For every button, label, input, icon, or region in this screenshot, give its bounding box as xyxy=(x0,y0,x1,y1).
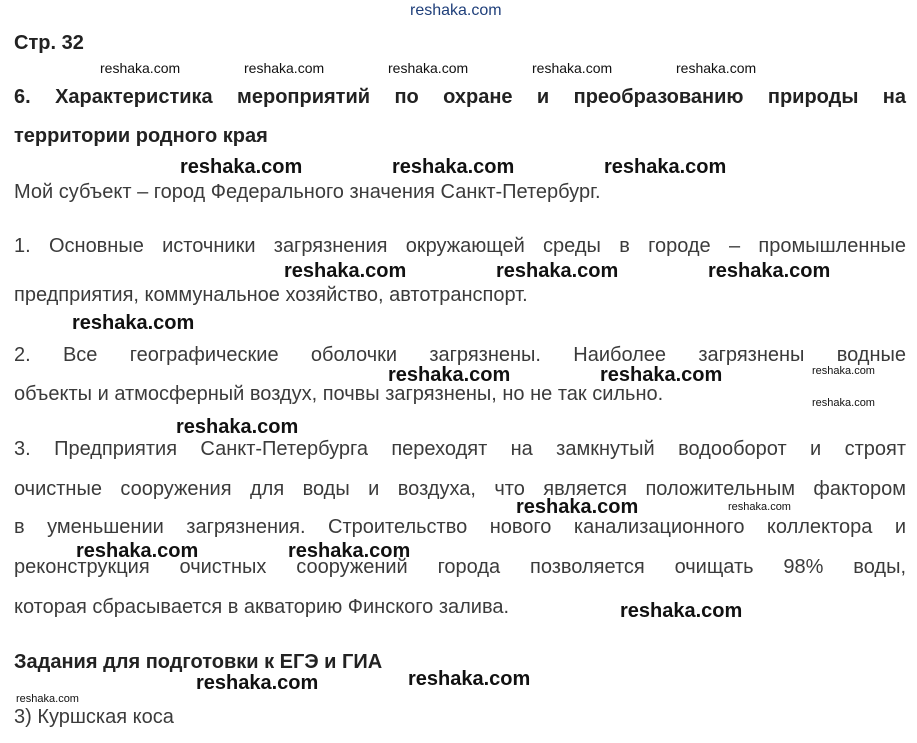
watermark-text: reshaka.com xyxy=(708,260,831,282)
item1-line1: 1. Основные источники загрязнения окружающей среды в городе – промышленные xyxy=(14,235,906,257)
watermark-text: reshaka.com xyxy=(604,156,727,178)
section-title-line1: 6. Характеристика мероприятий по охране и преобразованию природы на xyxy=(14,86,906,108)
watermark-text: reshaka.com xyxy=(176,416,299,438)
watermark-text: reshaka.com xyxy=(244,60,325,76)
item1-line2: предприятия, коммунальное хозяйство, автотранспорт. xyxy=(14,284,528,306)
watermark-text: reshaka.com xyxy=(388,364,511,386)
watermark-text: reshaka.com xyxy=(284,260,407,282)
watermark-text: reshaka.com xyxy=(392,156,515,178)
watermark-text: reshaka.com xyxy=(180,156,303,178)
watermark-text: reshaka.com xyxy=(100,60,181,76)
watermark-text: reshaka.com xyxy=(516,496,639,518)
watermark-text: reshaka.com xyxy=(72,312,195,334)
watermark-text: reshaka.com xyxy=(600,364,723,386)
page-number: Стр. 32 xyxy=(14,32,84,54)
item2-line2: объекты и атмосферный воздух, почвы загрязнены, но не так сильно. xyxy=(14,383,664,405)
item3-line3: в уменьшении загрязнения. Строительство нового канализационного коллектора и xyxy=(14,516,906,538)
watermark-text: reshaka.com xyxy=(408,668,531,690)
watermark-text: reshaka.com xyxy=(620,600,743,622)
item3-line4: реконструкция очистных сооружений города позволяется очищать 98% воды, xyxy=(14,556,906,578)
item3-line1: 3. Предприятия Санкт-Петербурга переходят на замкнутый водооборот и строят xyxy=(14,438,906,460)
item3-line5: которая сбрасывается в акваторию Финского залива. xyxy=(14,596,510,618)
subject-text: Мой субъект – город Федерального значения Санкт-Петербург. xyxy=(14,181,601,203)
tasks-title: Задания для подготовки к ЕГЭ и ГИА xyxy=(14,651,383,673)
watermark-text: reshaka.com xyxy=(410,2,502,19)
watermark-text: reshaka.com xyxy=(196,672,319,694)
watermark-text: reshaka.com xyxy=(676,60,757,76)
watermark-text: reshaka.com xyxy=(812,365,875,377)
watermark-text: reshaka.com xyxy=(16,693,79,705)
item3-line2: очистные сооружения для воды и воздуха, что является положительным фактором xyxy=(14,478,906,500)
watermark-text: reshaka.com xyxy=(76,540,199,562)
watermark-text: reshaka.com xyxy=(388,60,469,76)
section-title-line2: территории родного края xyxy=(14,125,268,147)
watermark-text: reshaka.com xyxy=(532,60,613,76)
watermark-text: reshaka.com xyxy=(288,540,411,562)
watermark-text: reshaka.com xyxy=(496,260,619,282)
watermark-text: reshaka.com xyxy=(812,397,875,409)
watermark-text: reshaka.com xyxy=(728,501,791,513)
item2-line1: 2. Все географические оболочки загрязнены. Наиболее загрязнены водные xyxy=(14,344,906,366)
answer-text: 3) Куршская коса xyxy=(14,706,174,728)
